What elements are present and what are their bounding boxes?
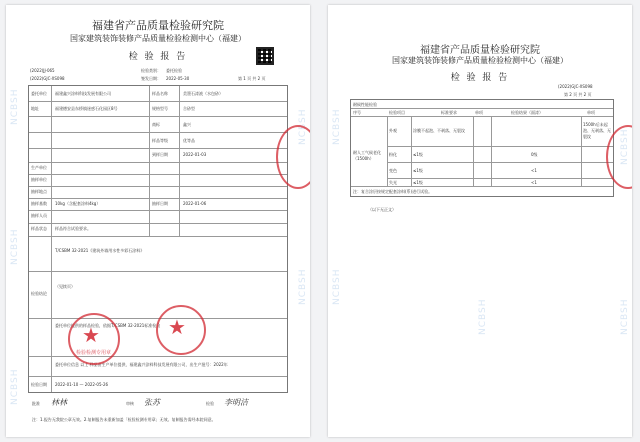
- tester-signature: 李明洁: [224, 398, 248, 407]
- watermark: NCBSH: [10, 368, 20, 405]
- center-title: 国家建筑装饰装修产品质量检验检测中心（福建）: [392, 56, 568, 65]
- watermark: NCBSH: [620, 128, 630, 165]
- test-period: 2022-01-10 — 2022-05-26: [55, 382, 109, 387]
- watermark: NCBSH: [332, 108, 342, 145]
- row-value: 10kg（含配套涂料4kg）: [55, 201, 101, 206]
- row-label: 抽样人员: [31, 213, 47, 218]
- remarks: 委托单位信息 以上 样品由生产单位提供，福建鑫兴涂料科技发展有限公司，出生产批号：2022年: [55, 362, 228, 367]
- row-value: 2022-01-03: [183, 152, 207, 157]
- seal-star-icon: ★: [82, 323, 100, 347]
- sub-item: 变色: [389, 168, 397, 173]
- qr-code: [256, 47, 274, 65]
- seal-text: 检验检测专用章: [76, 350, 112, 356]
- seal-star-icon: ★: [168, 315, 186, 339]
- row-label: 抽样基数: [31, 201, 47, 206]
- requirement: ≤1级: [413, 152, 423, 157]
- row-value: 合砂型: [183, 106, 195, 111]
- row-value: 优等品: [183, 138, 195, 143]
- sample-state: 样品符合试验要求。: [55, 226, 91, 231]
- remark: 注：复合涂层按规定配套涂料(系)进行试验。: [353, 189, 433, 194]
- watermark: NCBSH: [332, 268, 342, 305]
- row-label: 抽样日期: [152, 201, 168, 206]
- sub-item: 粉化: [389, 152, 397, 157]
- report-title: 检 验 报 告: [128, 52, 188, 62]
- institute-title: 福建省产品质量检验研究院: [420, 45, 540, 56]
- row-label: 生产单位: [31, 165, 47, 170]
- col-header: 单项: [475, 110, 483, 115]
- row-label: 样品等级: [152, 138, 168, 143]
- report-page-1: [6, 5, 310, 437]
- page-info: 第 2 页 共 2 页: [564, 92, 592, 97]
- row-value: 福建鑫兴涂料科技发展有限公司: [55, 91, 111, 96]
- watermark: NCBSH: [478, 298, 488, 335]
- result: <1: [531, 180, 537, 185]
- row-label: 样品状态: [31, 226, 47, 231]
- result: <1: [531, 168, 537, 173]
- col-header: 检验项目: [389, 110, 405, 115]
- requirement: 涂膜不起泡、不剥落、无裂纹: [413, 128, 465, 133]
- result: 0级: [531, 152, 538, 157]
- result: 1500h后未起泡、无剥落、无裂纹: [583, 122, 611, 139]
- watermark: NCBSH: [10, 88, 20, 125]
- row-label: 抽样地点: [31, 189, 47, 194]
- section-label: 耐候性能检验: [353, 102, 377, 107]
- item-name: 耐人工气候老化（1500h）: [353, 150, 381, 161]
- watermark: NCBSH: [620, 298, 630, 335]
- col-header: 序号: [353, 110, 361, 115]
- center-title: 国家建筑装饰装修产品质量检验检测中心（福建）: [70, 34, 246, 43]
- institute-title: 福建省产品质量检验研究院: [92, 19, 224, 32]
- test-type: 委托检验: [166, 68, 182, 73]
- watermark: NCBSH: [10, 228, 20, 265]
- reviewer-label: 审核: [126, 401, 134, 406]
- row-label: 地址: [31, 106, 39, 111]
- row-label: 委托单位: [31, 91, 47, 96]
- end-of-text: （以下无正文）: [368, 207, 396, 212]
- report-title: 检 验 报 告: [450, 73, 510, 83]
- col-header: 单项: [587, 110, 595, 115]
- issue-date-label: 签发日期：: [141, 76, 161, 81]
- watermark: NCBSH: [298, 108, 308, 145]
- footer-note: 注：1.报告无我院公章无效。2.复制报告未重新加盖「检验检测专用章」无效。复制报告需经本院同意。: [32, 417, 216, 422]
- tester-label: 检验: [206, 401, 214, 406]
- page-info: 第 1 页 共 2 页: [238, 76, 266, 81]
- row-value: 美墨石漆液（水包砂）: [183, 91, 223, 96]
- row-label: 样品名称: [152, 91, 168, 96]
- standard: T/CSBM 32-2021《建筑外墙用水性多彩石涂料》: [55, 248, 145, 253]
- ref-number: (2022)JJ-065: [30, 68, 55, 73]
- col-header: 检验结果（面漆）: [511, 110, 543, 115]
- row-label: 到样日期: [152, 152, 168, 157]
- test-period-label: 检验日期: [31, 382, 47, 387]
- requirement: ≤1级: [413, 180, 423, 185]
- row-label: 规格型号: [152, 106, 168, 111]
- test-type-label: 检验类别：: [141, 68, 161, 73]
- watermark: NCBSH: [298, 268, 308, 305]
- row-value: 福建德安县东桥镇迷惑石化园区8号: [55, 106, 118, 111]
- conclusion-note: （见续页）: [55, 284, 75, 289]
- row-value: 2022-01-06: [183, 201, 207, 206]
- sub-item: 外观: [389, 128, 397, 133]
- conclusion-label: 检验结论: [31, 291, 47, 296]
- reviewer-signature: 张苏: [144, 398, 160, 407]
- test-note: 委托单位提供的样品检验，依据T/CSBM 32-2021标准检验: [55, 323, 161, 328]
- row-label: 商标: [152, 122, 160, 127]
- report-number: (2022)GJC-XS098: [558, 84, 593, 89]
- requirement: ≤1级: [413, 168, 423, 173]
- approver-label: 批准: [32, 401, 40, 406]
- report-number: (2022)GJC-XS098: [30, 76, 65, 81]
- row-label: 抽样单位: [31, 177, 47, 182]
- report-page-2: [328, 5, 632, 437]
- row-value: 鑫兴: [183, 122, 191, 127]
- results-table: [350, 99, 614, 197]
- approver-signature: 林林: [51, 398, 67, 407]
- report-table: [28, 85, 288, 393]
- sub-item: 失光: [389, 180, 397, 185]
- issue-date: 2022-05-30: [166, 76, 190, 81]
- col-header: 标准要求: [441, 110, 457, 115]
